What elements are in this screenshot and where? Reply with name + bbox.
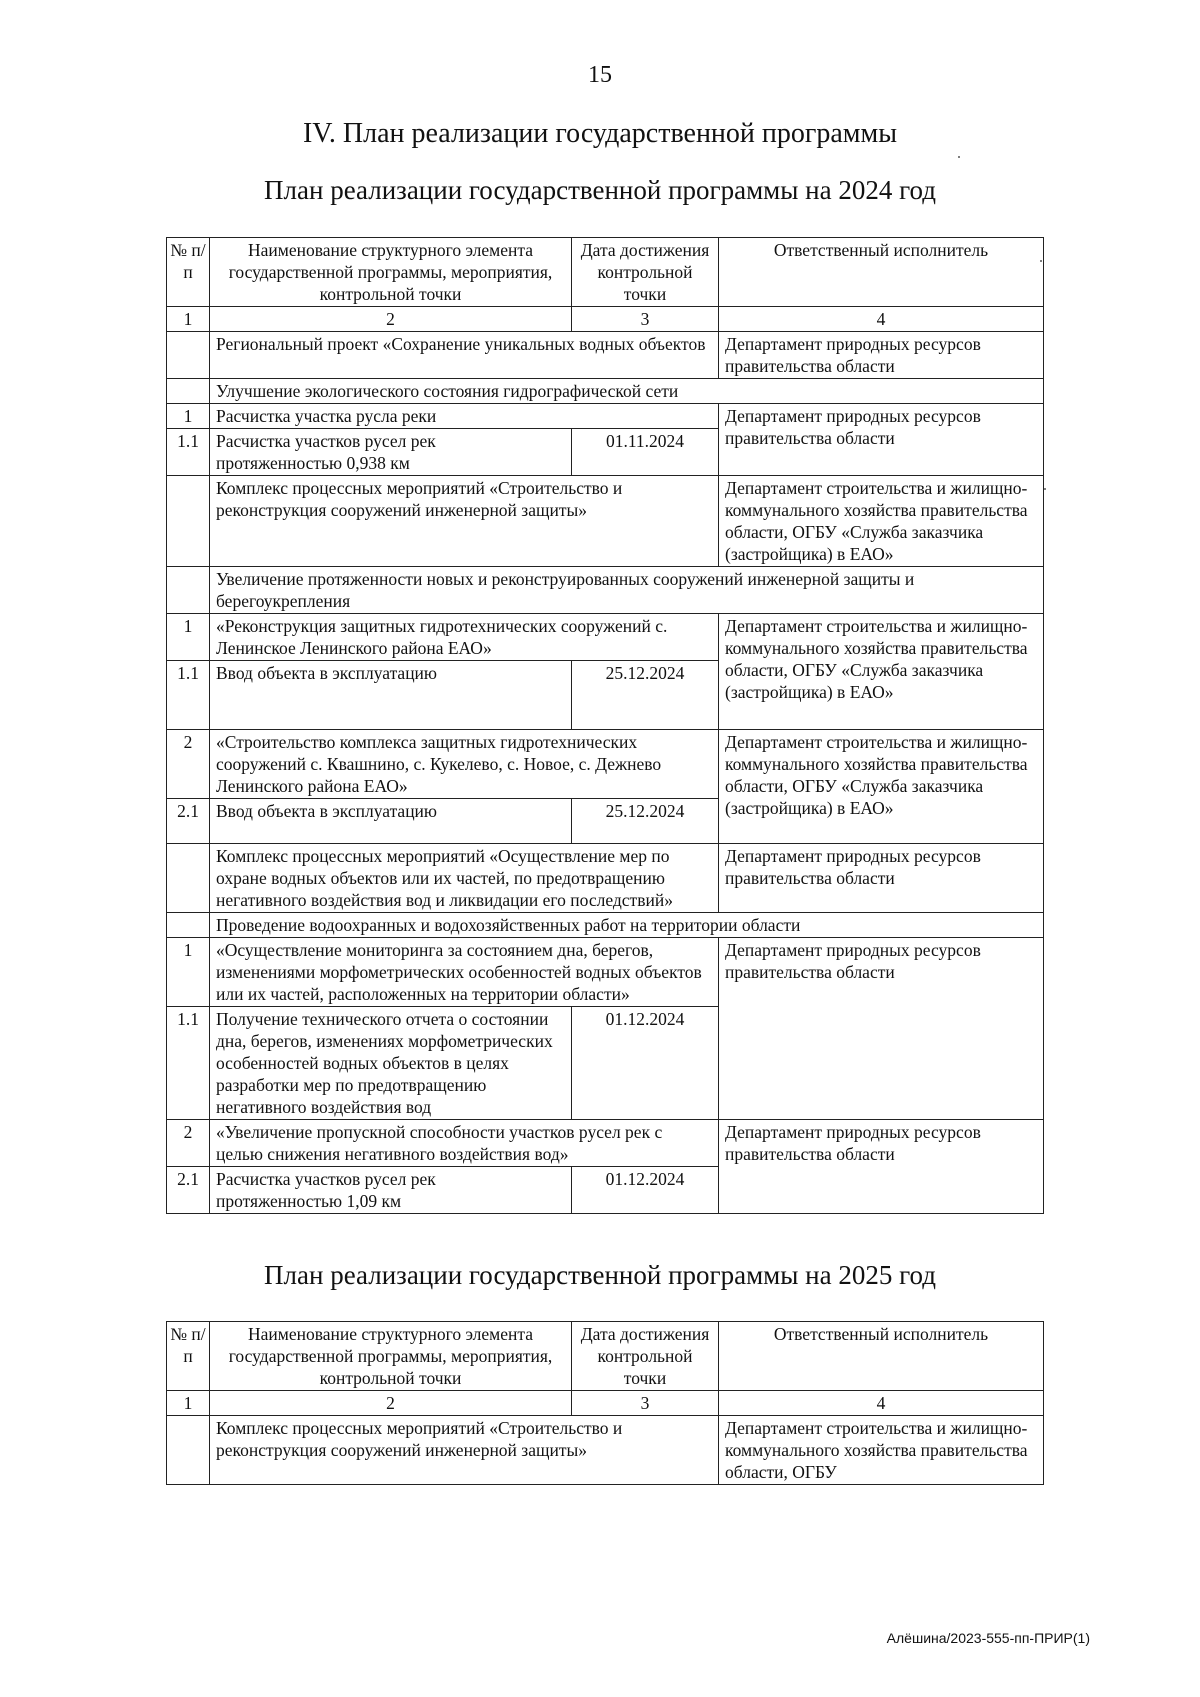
num-cell: 2 [167,1120,210,1167]
plan-table-2024 [166,237,1044,1214]
name-cell: Расчистка участка русла реки [210,404,719,429]
num-cell: 1.1 [167,1007,210,1120]
col-number: 3 [572,307,719,332]
name-cell: Региональный проект «Сохранение уникальных водных объектов [210,332,719,379]
num-cell: 2 [167,730,210,799]
name-cell: «Осуществление мониторинга за состоянием дна, берегов, изменениями морфометрических особенностей водных объектов или их частей, расположенных на территории области» [210,938,719,1007]
responsible-cell: Департамент природных ресурсов правительства области [719,1120,1044,1214]
table-row [167,476,1044,567]
col-number: 2 [210,1391,572,1416]
table-row [167,938,1044,1007]
table-header-row [167,238,1044,307]
name-cell: Увеличение протяженности новых и реконструированных сооружений инженерной защиты и берегоукрепления [210,567,1044,614]
name-cell: «Увеличение пропускной способности участков русел рек с целью снижения негативного воздействия вод» [210,1120,719,1167]
col-number: 1 [167,307,210,332]
name-cell: «Строительство комплекса защитных гидротехнических сооружений с. Квашнино, с. Кукелево, с. Новое, с. Дежнево Ленинского района ЕАО» [210,730,719,799]
table-header-row [167,1322,1044,1391]
table-row [167,567,1044,614]
header-num: № п/п [167,1322,210,1391]
name-cell: Получение технического отчета о состоянии дна, берегов, изменениях морфометрических особенностей водных объектов в целях разработки мер по предотвращению негативного воздействия вод [210,1007,572,1120]
num-cell [167,567,210,614]
name-cell: Улучшение экологического состояния гидрографической сети [210,379,1044,404]
plan-table-2025 [166,1321,1044,1485]
num-cell: 1 [167,614,210,661]
table-row [167,730,1044,799]
col-number: 4 [719,307,1044,332]
num-cell: 1 [167,404,210,429]
date-cell: 25.12.2024 [572,661,719,730]
table-row [167,404,1044,429]
name-cell: Комплекс процессных мероприятий «Осуществление мер по охране водных объектов или их частей, по предотвращению негативного воздействия вод и ликвидации его последствий» [210,844,719,913]
table-row [167,913,1044,938]
header-responsible: Ответственный исполнитель [719,1322,1044,1391]
name-cell: Расчистка участков русел рек протяженностью 1,09 км [210,1167,572,1214]
header-name: Наименование структурного элемента государственной программы, мероприятия, контрольной точки [210,238,572,307]
header-date: Дата достижения контрольной точки [572,1322,719,1391]
table-row [167,1416,1044,1485]
date-cell: 25.12.2024 [572,799,719,844]
date-cell: 01.12.2024 [572,1007,719,1120]
col-number: 3 [572,1391,719,1416]
name-cell: Комплекс процессных мероприятий «Строительство и реконструкция сооружений инженерной защиты» [210,1416,719,1485]
responsible-cell: Департамент строительства и жилищно-коммунального хозяйства правительства области, ОГБУ «Служба заказчика (застройщика) в ЕАО» [719,476,1044,567]
table-row [167,332,1044,379]
header-responsible: Ответственный исполнитель [719,238,1044,307]
num-cell: 1.1 [167,661,210,730]
responsible-cell: Департамент природных ресурсов правительства области [719,404,1044,476]
name-cell: Проведение водоохранных и водохозяйственных работ на территории области [210,913,1044,938]
responsible-cell: Департамент природных ресурсов правительства области [719,844,1044,913]
responsible-cell: Департамент строительства и жилищно-коммунального хозяйства правительства области, ОГБУ «Служба заказчика (застройщика) в ЕАО» [719,730,1044,844]
num-cell [167,332,210,379]
num-cell: 2.1 [167,1167,210,1214]
date-cell: 01.12.2024 [572,1167,719,1214]
table-row [167,1120,1044,1167]
num-cell: 1.1 [167,429,210,476]
page-number: 15 [588,62,612,88]
header-date: Дата достижения контрольной точки [572,238,719,307]
name-cell: Ввод объекта в эксплуатацию [210,799,572,844]
name-cell: «Реконструкция защитных гидротехнических сооружений с. Ленинское Ленинского района ЕАО» [210,614,719,661]
column-numbers-row [167,307,1044,332]
num-cell [167,913,210,938]
num-cell [167,476,210,567]
responsible-cell: Департамент природных ресурсов правительства области [719,332,1044,379]
scan-speck [1044,488,1046,490]
date-cell: 01.11.2024 [572,429,719,476]
num-cell [167,1416,210,1485]
num-cell [167,379,210,404]
responsible-cell: Департамент строительства и жилищно-коммунального хозяйства правительства области, ОГБУ [719,1416,1044,1485]
col-number: 1 [167,1391,210,1416]
name-cell: Комплекс процессных мероприятий «Строительство и реконструкция сооружений инженерной защиты» [210,476,719,567]
table-row [167,614,1044,661]
col-number: 2 [210,307,572,332]
section-title: IV. План реализации государственной программы [302,118,898,149]
table-row [167,379,1044,404]
name-cell: Ввод объекта в эксплуатацию [210,661,572,730]
num-cell [167,844,210,913]
name-cell: Расчистка участков русел рек протяженностью 0,938 км [210,429,572,476]
table-2024-title: План реализации государственной программы на 2024 год [264,175,936,205]
scan-speck [958,156,960,158]
responsible-cell: Департамент строительства и жилищно-коммунального хозяйства правительства области, ОГБУ «Служба заказчика (застройщика) в ЕАО» [719,614,1044,730]
num-cell: 1 [167,938,210,1007]
responsible-cell: Департамент природных ресурсов правительства области [719,938,1044,1120]
table-2025-title: План реализации государственной программы на 2025 год [264,1260,936,1290]
table-row [167,844,1044,913]
num-cell: 2.1 [167,799,210,844]
header-name: Наименование структурного элемента государственной программы, мероприятия, контрольной точки [210,1322,572,1391]
document-code: Алёшина/2023-555-пп-ПРИР(1) [886,1630,1090,1646]
col-number: 4 [719,1391,1044,1416]
column-numbers-row [167,1391,1044,1416]
header-num: № п/п [167,238,210,307]
